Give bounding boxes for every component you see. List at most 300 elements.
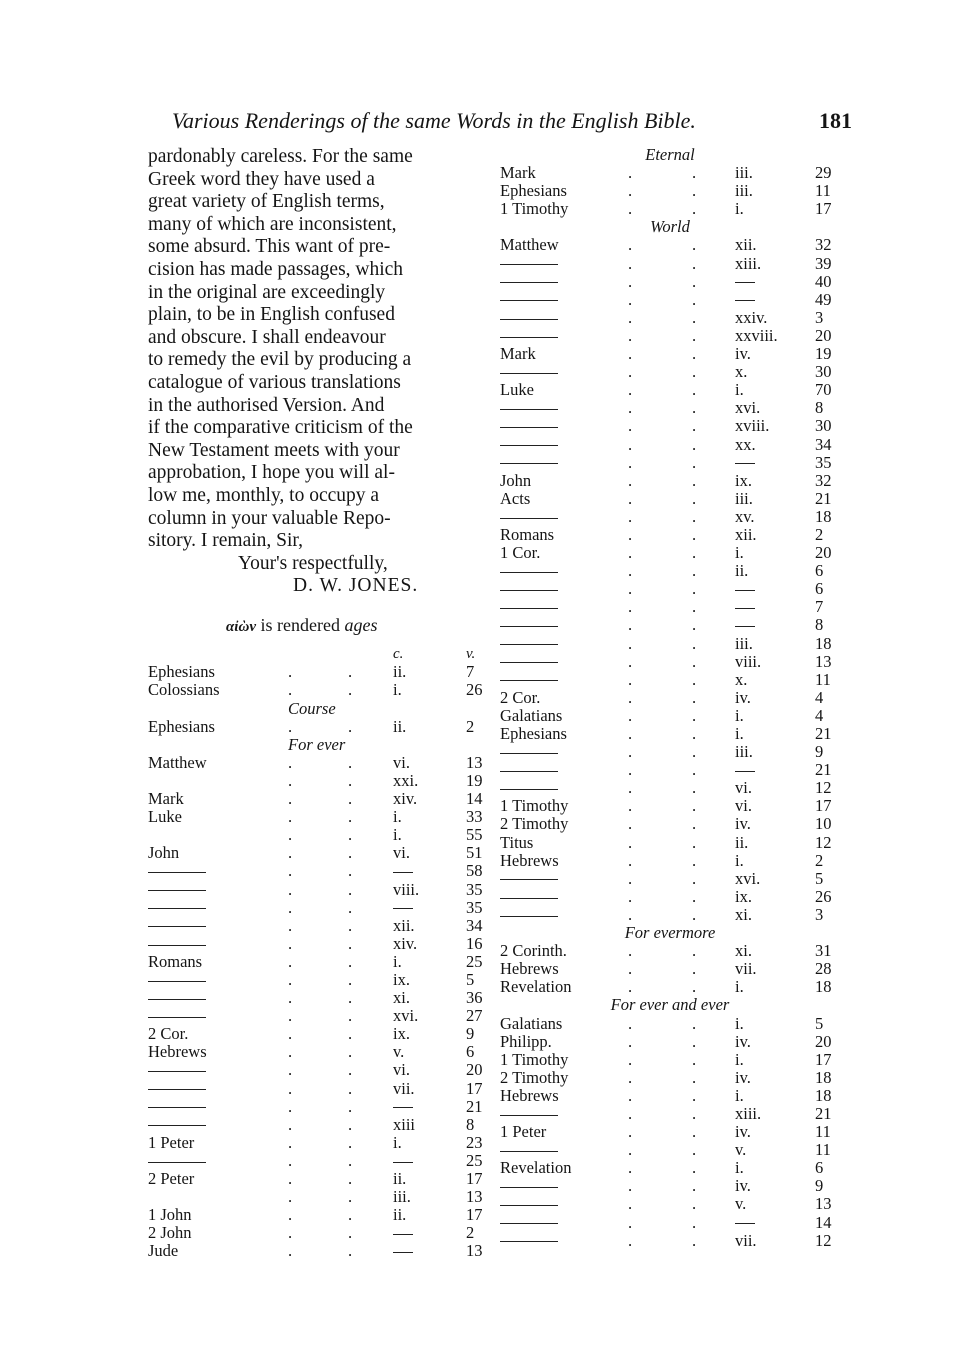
leader-dot: . [348,825,353,845]
reference-row [500,1015,840,1033]
leader-dot: . [628,543,633,563]
leader-dot: . [692,163,697,183]
reference-row [500,689,840,707]
verse-number: 49 [815,289,832,309]
reference-row [500,236,840,254]
ditto-mark [393,908,413,909]
verse-number: 13 [466,1187,483,1207]
chapter-number [735,291,755,309]
book-name: 1 Timothy [500,1049,569,1069]
reference-row [148,917,488,935]
reference-row [148,790,488,808]
leader-dot: . [348,1006,353,1026]
book-name [148,1007,206,1025]
chapter-number: ii. [393,662,407,682]
reference-row [148,663,488,681]
verse-number: 11 [815,181,831,201]
leader-dot: . [692,977,697,997]
book-name: 1 John [148,1205,192,1225]
leader-dot: . [348,1223,353,1243]
ditto-mark [500,590,558,591]
chapter-number [393,1224,413,1242]
leader-dot: . [692,434,697,454]
verse-number: 18 [815,506,832,526]
leader-dot: . [628,506,633,526]
leader-dot: . [628,597,633,617]
leader-dot: . [288,680,293,700]
chapter-number [393,899,413,917]
book-name: Hebrews [500,850,559,870]
leader-dot: . [692,470,697,490]
chapter-number: xiv. [393,933,418,953]
leader-dot: . [288,897,293,917]
leader-dot: . [628,362,633,382]
chapter-number: ii. [393,1169,407,1188]
section-subheading: For ever [288,734,346,754]
verse-number: 6 [466,1042,475,1062]
right-reference-table [500,146,840,1250]
reference-row [500,1105,840,1123]
leader-dot: . [692,1176,697,1196]
book-name: Titus [500,832,534,852]
ditto-mark [500,916,558,917]
leader-dot: . [628,850,633,870]
reference-row [500,436,840,454]
chapter-number: iii. [735,633,753,653]
verse-number: 17 [815,1049,832,1069]
chapter-number: iii. [735,163,753,183]
leader-dot: . [628,941,633,961]
verse-number: 34 [466,915,483,935]
leader-dot: . [692,868,697,888]
chapter-number: xxi. [393,770,419,790]
leader-dot: . [628,814,633,834]
ditto-mark [148,945,206,946]
reference-row [500,580,840,598]
leader-dot: . [348,662,353,682]
book-name: Ephesians [148,716,215,736]
ditto-mark [148,1107,206,1108]
letter-text [148,146,488,553]
leader-dot: . [628,561,633,581]
reference-row [500,1087,840,1105]
chapter-number: viii. [393,879,420,899]
letter-line: cision has made passages, which [148,258,404,280]
chapter-number: i. [735,1049,744,1069]
chapter-number: v. [393,1042,405,1062]
leader-dot: . [692,959,697,979]
ditto-mark [148,926,206,927]
reference-row [500,1195,840,1213]
leader-dot: . [348,897,353,917]
chapter-number: xx. [735,434,756,454]
column-headers [148,645,488,663]
verse-number: 26 [466,680,483,700]
chapter-number: vi. [735,796,752,816]
leader-dot: . [288,879,293,899]
chapter-number: xi. [393,988,410,1008]
leader-dot: . [692,778,697,798]
verse-number: 33 [466,807,483,827]
leader-dot: . [288,969,293,989]
leader-dot: . [288,1169,293,1188]
book-name: Matthew [500,235,559,255]
reference-row [500,472,840,490]
leader-dot: . [628,579,633,599]
verse-number: 11 [815,669,831,689]
chapter-number: iv. [735,344,751,364]
reference-row [500,526,840,544]
leader-dot: . [692,362,697,382]
reference-row [148,953,488,971]
chapter-header: c. [393,646,404,663]
verse-number: 10 [815,814,832,834]
book-name [500,291,558,309]
reference-row [500,870,840,888]
verse-number: 2 [815,850,824,870]
book-name [500,417,558,435]
verse-number: 17 [815,199,832,219]
leader-dot: . [628,796,633,816]
leader-dot: . [348,1241,353,1261]
verse-number: 31 [815,941,832,961]
verse-number: 35 [466,879,483,899]
chapter-number: iv. [735,814,751,834]
chapter-number: vi. [393,1060,410,1080]
reference-row [148,808,488,826]
letter-line: Greek word they have used a [148,168,375,190]
leader-dot: . [288,807,293,827]
ditto-mark [500,282,558,283]
ditto-mark [500,300,558,301]
leader-dot: . [348,951,353,971]
leader-dot: . [288,951,293,971]
reference-row [148,862,488,880]
leader-dot: . [628,380,633,400]
intro-text: is rendered [260,615,340,636]
leader-dot: . [692,1085,697,1105]
book-name: Hebrews [500,959,559,979]
verse-number: 11 [815,1140,831,1160]
leader-dot: . [348,1096,353,1116]
book-name: Luke [500,380,534,400]
leader-dot: . [348,1132,353,1152]
ditto-mark [148,1162,206,1163]
verse-number: 6 [815,579,824,599]
chapter-number [393,862,413,880]
book-name: 2 Corinth. [500,941,567,961]
chapter-number: i. [735,850,744,870]
leader-dot: . [288,752,293,772]
chapter-number: xvi. [735,868,761,888]
book-name [500,309,558,327]
reference-row [500,381,840,399]
verse-number: 2 [466,1223,475,1243]
reference-row [500,1214,840,1232]
leader-dot: . [628,1176,633,1196]
reference-row [500,1051,840,1069]
reference-row [148,826,488,844]
letter-line: some absurd. This want of pre- [148,236,391,258]
left-column [148,146,488,1260]
reference-row [148,971,488,989]
book-name: Colossians [148,680,220,700]
book-name [500,1214,558,1232]
verse-number: 6 [815,561,824,581]
letter-line: to remedy the evil by producing a [148,349,412,371]
reference-row [500,725,840,743]
leader-dot: . [288,1205,293,1225]
verse-number: 17 [466,1078,483,1098]
chapter-number: ii. [735,561,749,581]
chapter-number [735,454,755,472]
chapter-number: xv. [735,506,755,526]
section-subheading: For evermore [624,923,716,943]
leader-dot: . [692,904,697,924]
book-name: Hebrews [500,1085,559,1105]
chapter-number: xii. [735,524,757,544]
leader-dot: . [288,662,293,682]
leader-dot: . [692,651,697,671]
leader-dot: . [692,615,697,635]
ditto-mark [500,463,558,464]
leader-dot: . [288,1096,293,1116]
verse-number: 11 [815,1122,831,1142]
reference-row [148,1007,488,1025]
verse-number: 30 [815,416,832,436]
leader-dot: . [348,915,353,935]
leader-dot: . [692,253,697,273]
ditto-mark [500,608,558,609]
ditto-mark [148,999,206,1000]
leader-dot: . [288,770,293,790]
letter-line: New Testament meets with your [148,439,400,461]
book-name [148,862,206,880]
verse-number: 28 [815,959,832,979]
chapter-number: i. [735,199,744,219]
leader-dot: . [692,543,697,563]
leader-dot: . [628,289,633,309]
leader-dot: . [288,1132,293,1152]
verse-number: 3 [815,904,824,924]
book-name [500,327,558,345]
leader-dot: . [628,307,633,327]
leader-dot: . [348,1187,353,1207]
ditto-mark [500,644,558,645]
ditto-mark [148,1089,206,1090]
leader-dot: . [628,416,633,436]
book-name [148,1080,206,1098]
verse-number: 26 [815,886,832,906]
verse-number: 12 [815,1230,832,1250]
ditto-mark [500,789,558,790]
verse-number: 21 [815,724,832,743]
greek-word: αἰὼν [226,619,256,636]
book-name: Acts [500,488,531,508]
book-name [148,1061,206,1079]
book-name: Revelation [500,1158,572,1178]
reference-row [500,255,840,273]
leader-dot: . [628,1158,633,1178]
verse-number: 13 [815,1194,832,1214]
verse-number: 18 [815,977,832,997]
verse-number: 8 [815,615,824,635]
chapter-number: x. [735,669,748,689]
chapter-number: vii. [735,959,757,979]
ditto-mark [148,908,206,909]
leader-dot: . [692,687,697,707]
leader-dot: . [692,886,697,906]
leader-dot: . [288,1150,293,1170]
ditto-mark [393,1162,413,1163]
leader-dot: . [628,1194,633,1214]
leader-dot: . [288,716,293,736]
verse-number: 9 [815,1176,824,1196]
reference-row [500,707,840,725]
reference-row [500,182,840,200]
leader-dot: . [692,724,697,743]
verse-number: 25 [466,1150,483,1170]
leader-dot: . [692,271,697,291]
reference-row [500,598,840,616]
letter-line: sitory. I remain, Sir, [148,530,304,552]
chapter-number: ii. [393,1205,407,1225]
chapter-number: xxiv. [735,307,768,327]
leader-dot: . [628,1103,633,1123]
reference-row [500,490,840,508]
leader-dot: . [628,181,633,201]
book-name: 1 Peter [500,1122,547,1142]
book-name: 1 Timothy [500,796,569,816]
chapter-number: i. [735,380,744,400]
signature-name: D. W. JONES. [293,575,419,597]
leader-dot: . [628,271,633,291]
reference-row [148,681,488,699]
book-name [500,399,558,417]
chapter-number: ix. [735,886,752,906]
leader-dot: . [692,344,697,364]
chapter-number: iii. [735,742,753,762]
leader-dot: . [348,1078,353,1098]
leader-dot: . [288,933,293,953]
reference-row [148,718,488,736]
chapter-number: viii. [735,651,762,671]
leader-dot: . [348,807,353,827]
book-name: Ephesians [500,181,567,201]
letter-line: approbation, I hope you will al- [148,462,395,484]
chapter-number [735,1214,755,1232]
book-name [500,580,558,598]
leader-dot: . [628,1013,633,1033]
verse-number: 17 [466,1169,483,1188]
book-name [500,653,558,671]
ditto-mark [500,879,558,880]
reference-row [148,1188,488,1206]
leader-dot: . [288,1006,293,1026]
book-name: 1 Timothy [500,199,569,219]
book-name: Philipp. [500,1031,552,1051]
leader-dot: . [628,344,633,364]
verse-number: 2 [466,716,475,736]
ditto-mark [500,572,558,573]
chapter-number: vi. [393,843,410,863]
verse-number: 20 [815,1031,832,1051]
leader-dot: . [348,879,353,899]
chapter-number [393,1098,413,1116]
leader-dot: . [628,325,633,345]
leader-dot: . [628,398,633,418]
leader-dot: . [348,770,353,790]
leader-dot: . [288,1187,293,1207]
ditto-mark [500,1187,558,1188]
leader-dot: . [692,307,697,327]
verse-number: 12 [815,778,832,798]
verse-number: 20 [815,325,832,345]
chapter-number: xiii [393,1114,416,1134]
reference-row [148,1025,488,1043]
chapter-number: ii. [735,832,749,852]
verse-number: 19 [815,344,832,364]
verse-number: 17 [466,1205,483,1225]
reference-row [500,562,840,580]
reference-row [500,508,840,526]
leader-dot: . [628,470,633,490]
verse-number: 17 [815,796,832,816]
reference-row [500,978,840,996]
verse-number: 58 [466,861,483,881]
book-name: Luke [148,807,182,827]
verse-number: 18 [815,1085,832,1105]
reference-row [500,345,840,363]
leader-dot: . [628,742,633,762]
leader-dot: . [628,1212,633,1232]
leader-dot: . [288,1024,293,1044]
verse-number: 5 [815,1013,824,1033]
ditto-mark [393,1107,413,1108]
chapter-number: vi. [735,778,752,798]
verse-number: 29 [815,163,832,183]
leader-dot: . [628,651,633,671]
book-name: Jude [148,1241,179,1261]
leader-dot: . [348,988,353,1008]
letter-line: low me, monthly, to occupy a [148,484,380,506]
book-name [148,989,206,1007]
reference-row [500,815,840,833]
leader-dot: . [628,977,633,997]
leader-dot: . [628,434,633,454]
chapter-number: i. [393,807,402,827]
ditto-mark [148,1125,206,1126]
leader-dot: . [692,633,697,653]
section-subheading: For ever and ever [610,995,730,1015]
chapter-number: xviii. [735,416,770,436]
reference-row [500,363,840,381]
book-name: John [500,470,532,490]
verse-number: 3 [815,307,824,327]
chapter-number: ii. [393,716,407,736]
leader-dot: . [348,843,353,863]
leader-dot: . [692,452,697,472]
section-subheading: Eternal [645,145,695,164]
reference-row [500,797,840,815]
leader-dot: . [628,760,633,780]
reference-row [148,1152,488,1170]
book-name [500,906,558,924]
book-name: 2 Cor. [500,687,541,707]
book-name [500,743,558,761]
book-name [148,1098,206,1116]
reference-row [500,671,840,689]
